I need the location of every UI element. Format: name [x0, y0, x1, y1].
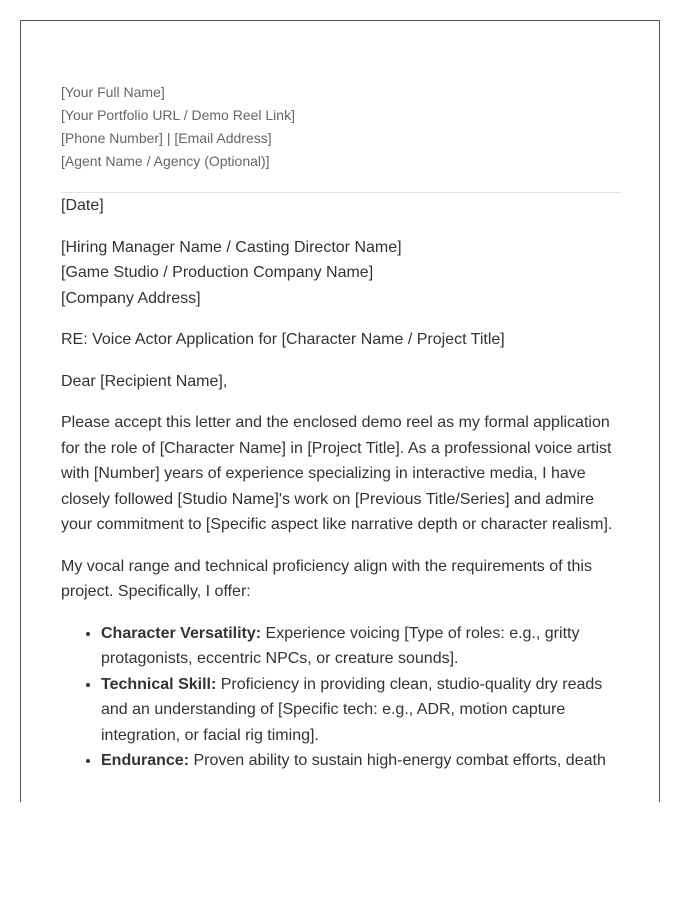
letter-date: [Date] [61, 197, 104, 214]
recipient-address-line: [Company Address] [61, 289, 201, 307]
recipient-company: [Game Studio / Production Company Name] [61, 264, 374, 281]
subject-line: RE: Voice Actor Application for [Character Name / Project Title] [61, 331, 505, 348]
intro-paragraph: Please accept this letter and the enclosed demo reel as my formal application for the role of [Character Name] in [Project Title]. As a professional voice artist with [Number] years of experience specializing in interactive media, I have closely followed [Studio Name]'s work on [Previous Title/Series] and admire your commitment to [Specific aspect like narrative depth or character realism]. [61, 414, 613, 533]
letter-content [61, 81, 621, 774]
list-item [101, 621, 621, 672]
recipient-address [61, 235, 621, 312]
offer-text: Proficiency in providing clean, studio-quality dry reads and an understanding of [Specific tech: e.g., ADR, motion capture integration, or facial rig timing]. [101, 675, 603, 744]
offer-term: Endurance: [101, 752, 190, 769]
letter-body [61, 193, 621, 774]
sender-name: [Your Full Name] [61, 84, 165, 100]
skills-paragraph: My vocal range and technical proficiency align with the requirements of this project. Specifically, I offer: [61, 557, 592, 600]
offer-text: Experience voicing [Type of roles: e.g., gritty protagonists, eccentric NPCs, or creature sounds]. [101, 624, 580, 667]
list-item [101, 748, 621, 774]
letter-page [20, 20, 660, 802]
offer-term: Character Versatility: [101, 624, 262, 642]
sender-contact: [Phone Number] | [Email Address] [61, 130, 272, 146]
offer-term: Technical Skill: [101, 675, 217, 693]
offers-list [61, 621, 621, 774]
salutation: Dear [Recipient Name], [61, 372, 228, 390]
sender-header [61, 81, 621, 173]
recipient-name: [Hiring Manager Name / Casting Director Name] [61, 238, 402, 256]
offer-text: Proven ability to sustain high-energy combat efforts, death [189, 752, 606, 769]
list-item [101, 672, 621, 749]
sender-portfolio: [Your Portfolio URL / Demo Reel Link] [61, 107, 295, 123]
sender-agent: [Agent Name / Agency (Optional)] [61, 153, 270, 169]
